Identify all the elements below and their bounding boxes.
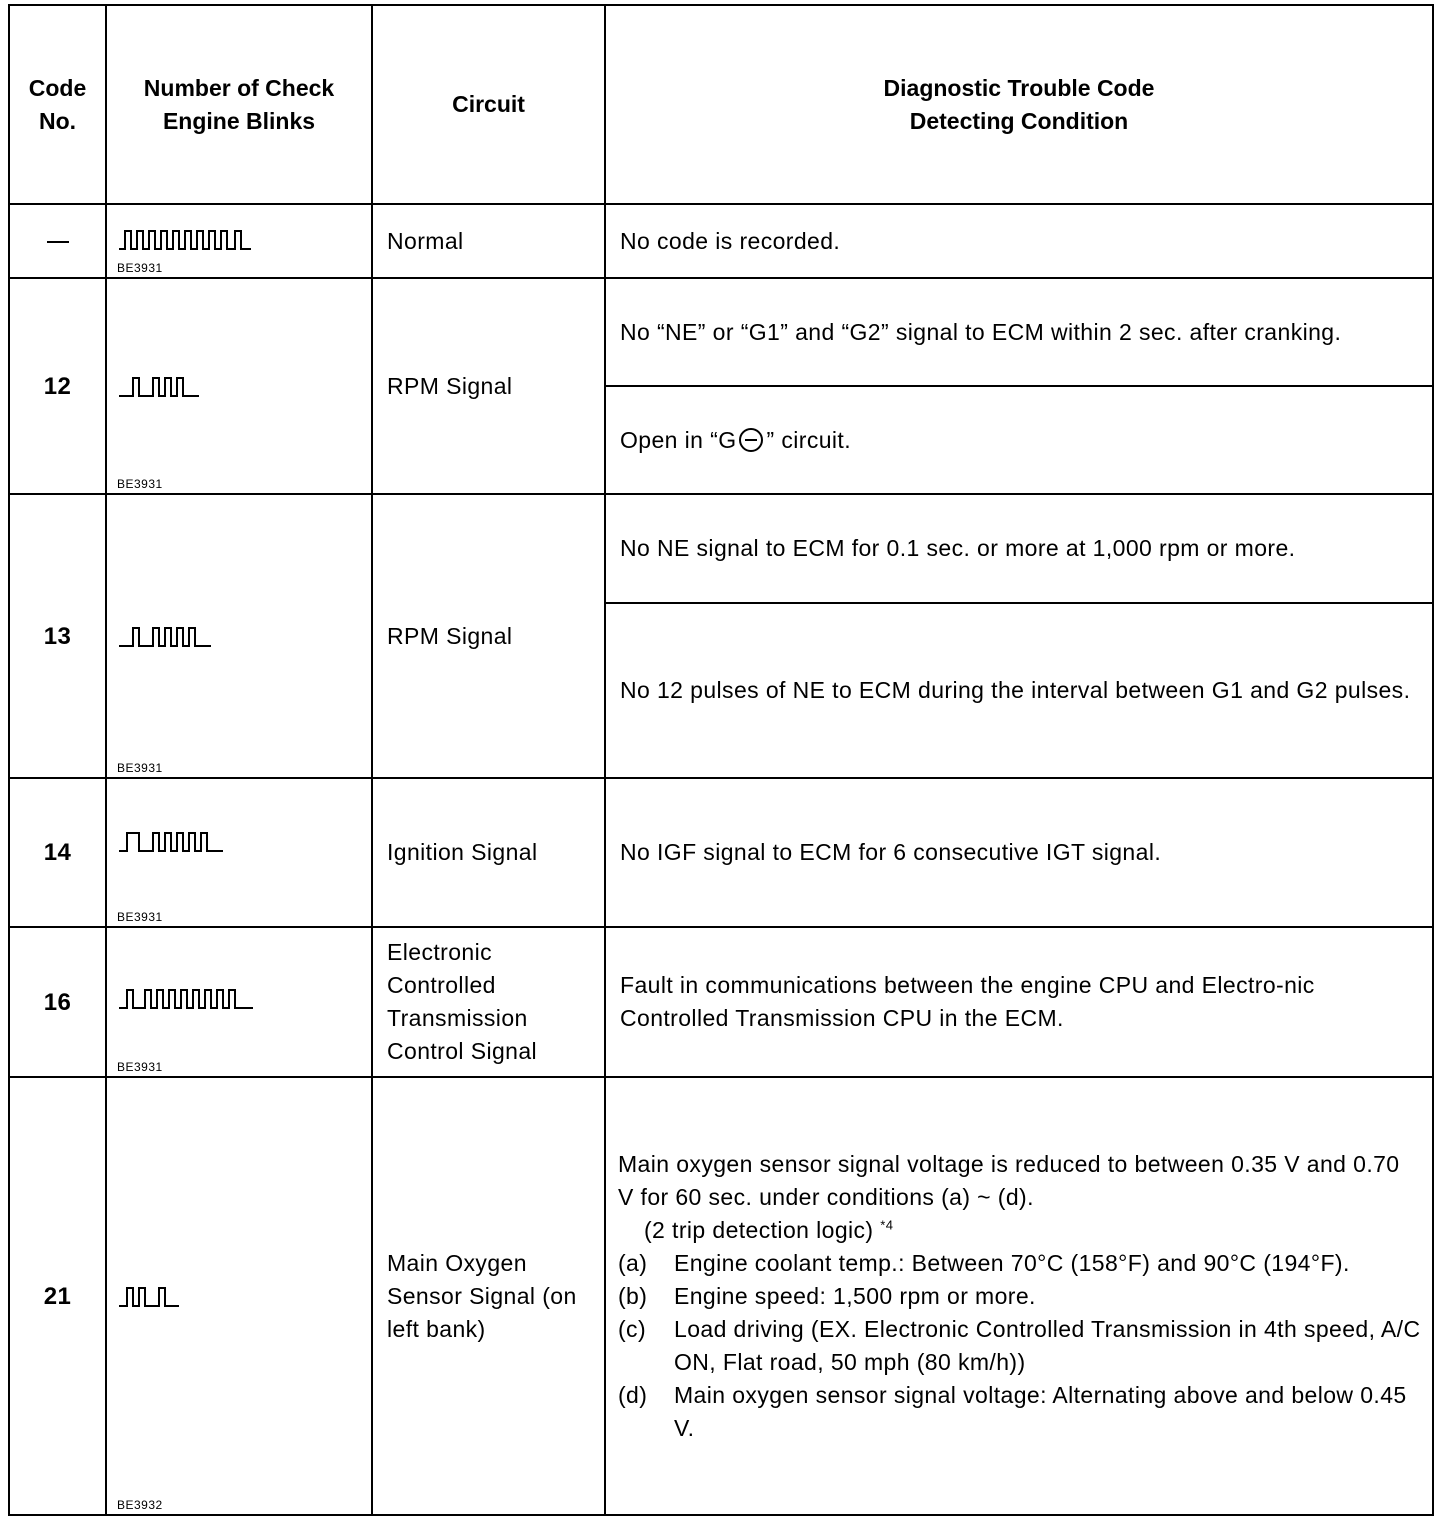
- code-cell: [9, 204, 106, 278]
- figure-code: BE3931: [117, 761, 163, 775]
- list-item: [618, 1379, 1422, 1445]
- condition-list: [618, 1247, 1422, 1445]
- code-cell: 13: [9, 494, 106, 778]
- table-row: [9, 204, 1433, 278]
- figure-code: BE3931: [117, 910, 163, 924]
- header-circuit: Circuit: [372, 5, 605, 204]
- circuit-cell: Main Oxygen Sensor Signal (on left bank): [372, 1077, 605, 1515]
- table-row: [9, 778, 1433, 927]
- code-cell: 14: [9, 778, 106, 927]
- blink-pattern-icon: [119, 1284, 203, 1308]
- item-label: (a): [618, 1249, 648, 1276]
- blink-pattern-icon: [119, 829, 233, 853]
- item-text: Engine speed: 1,500 rpm or more.: [674, 1282, 1036, 1309]
- code-cell: 21: [9, 1077, 106, 1515]
- condition-intro: Main oxygen sensor signal voltage is reduced to between 0.35 V and 0.70 V for 60 sec. under conditions (a) ~ (d).: [618, 1150, 1400, 1210]
- blink-pattern-cell: [106, 204, 372, 278]
- item-text: Load driving (EX. Electronic Controlled Transmission in 4th speed, A/C ON, Flat road, 50 mph (80 km/h)): [674, 1315, 1421, 1375]
- footnote-marker: *4: [880, 1216, 894, 1232]
- figure-code: BE3931: [117, 1060, 163, 1074]
- condition-text: ” circuit.: [766, 426, 851, 453]
- condition-entry: [606, 385, 1432, 493]
- item-text: Engine coolant temp.: Between 70°C (158°F) and 90°C (194°F).: [674, 1249, 1350, 1276]
- blink-pattern-cell: [106, 778, 372, 927]
- table-row: [9, 1077, 1433, 1515]
- circuit-cell: RPM Signal: [372, 278, 605, 494]
- blink-pattern-icon: [119, 986, 259, 1010]
- condition-cell: Fault in communications between the engine CPU and Electro-nic Controlled Transmission CPU in the ECM.: [605, 927, 1433, 1077]
- circled-minus-icon: [739, 428, 763, 452]
- blink-pattern-icon: [119, 624, 219, 648]
- item-label: (c): [618, 1315, 647, 1342]
- header-code-no: Code No.: [9, 5, 106, 204]
- condition-cell: No code is recorded.: [605, 204, 1433, 278]
- blink-pattern-cell: [106, 278, 372, 494]
- item-label: (b): [618, 1282, 648, 1309]
- code-cell: 16: [9, 927, 106, 1077]
- blink-pattern-cell: [106, 1077, 372, 1515]
- condition-entry: No 12 pulses of NE to ECM during the interval between G1 and G2 pulses.: [606, 602, 1432, 777]
- condition-text: Open in “G: [620, 426, 737, 453]
- list-item: [618, 1280, 1422, 1313]
- circuit-cell: Electronic Controlled Transmission Control Signal: [372, 927, 605, 1077]
- figure-code: BE3931: [117, 477, 163, 491]
- condition-entry: No “NE” or “G1” and “G2” signal to ECM within 2 sec. after cranking.: [620, 318, 1342, 345]
- circuit-cell: RPM Signal: [372, 494, 605, 778]
- blink-pattern-cell: [106, 494, 372, 778]
- condition-cell: No IGF signal to ECM for 6 consecutive IGT signal.: [605, 778, 1433, 927]
- table-row: [9, 494, 1433, 778]
- trip-logic-note: [618, 1214, 1422, 1247]
- condition-cell: [605, 1077, 1433, 1515]
- header-row: [9, 5, 1433, 204]
- code-cell: 12: [9, 278, 106, 494]
- dash-icon: [47, 241, 69, 243]
- header-blinks: Number of Check Engine Blinks: [106, 5, 372, 204]
- circuit-cell: Ignition Signal: [372, 778, 605, 927]
- blink-pattern-cell: [106, 927, 372, 1077]
- circuit-cell: Normal: [372, 204, 605, 278]
- header-condition: Diagnostic Trouble Code Detecting Condition: [605, 5, 1433, 204]
- list-item: [618, 1247, 1422, 1280]
- blink-pattern-icon: [119, 227, 259, 251]
- item-label: (d): [618, 1381, 648, 1408]
- condition-entry: No NE signal to ECM for 0.1 sec. or more at 1,000 rpm or more.: [620, 535, 1296, 561]
- condition-cell: [605, 494, 1433, 778]
- list-item: [618, 1313, 1422, 1379]
- table-row: [9, 278, 1433, 494]
- blink-pattern-icon: [119, 374, 209, 398]
- trip-logic-text: (2 trip detection logic): [644, 1216, 874, 1243]
- item-text: Main oxygen sensor signal voltage: Alternating above and below 0.45 V.: [674, 1381, 1407, 1441]
- condition-cell: [605, 278, 1433, 494]
- figure-code: BE3932: [117, 1498, 163, 1512]
- figure-code: BE3931: [117, 261, 163, 275]
- diagnostic-code-table: [8, 4, 1434, 1516]
- table-row: [9, 927, 1433, 1077]
